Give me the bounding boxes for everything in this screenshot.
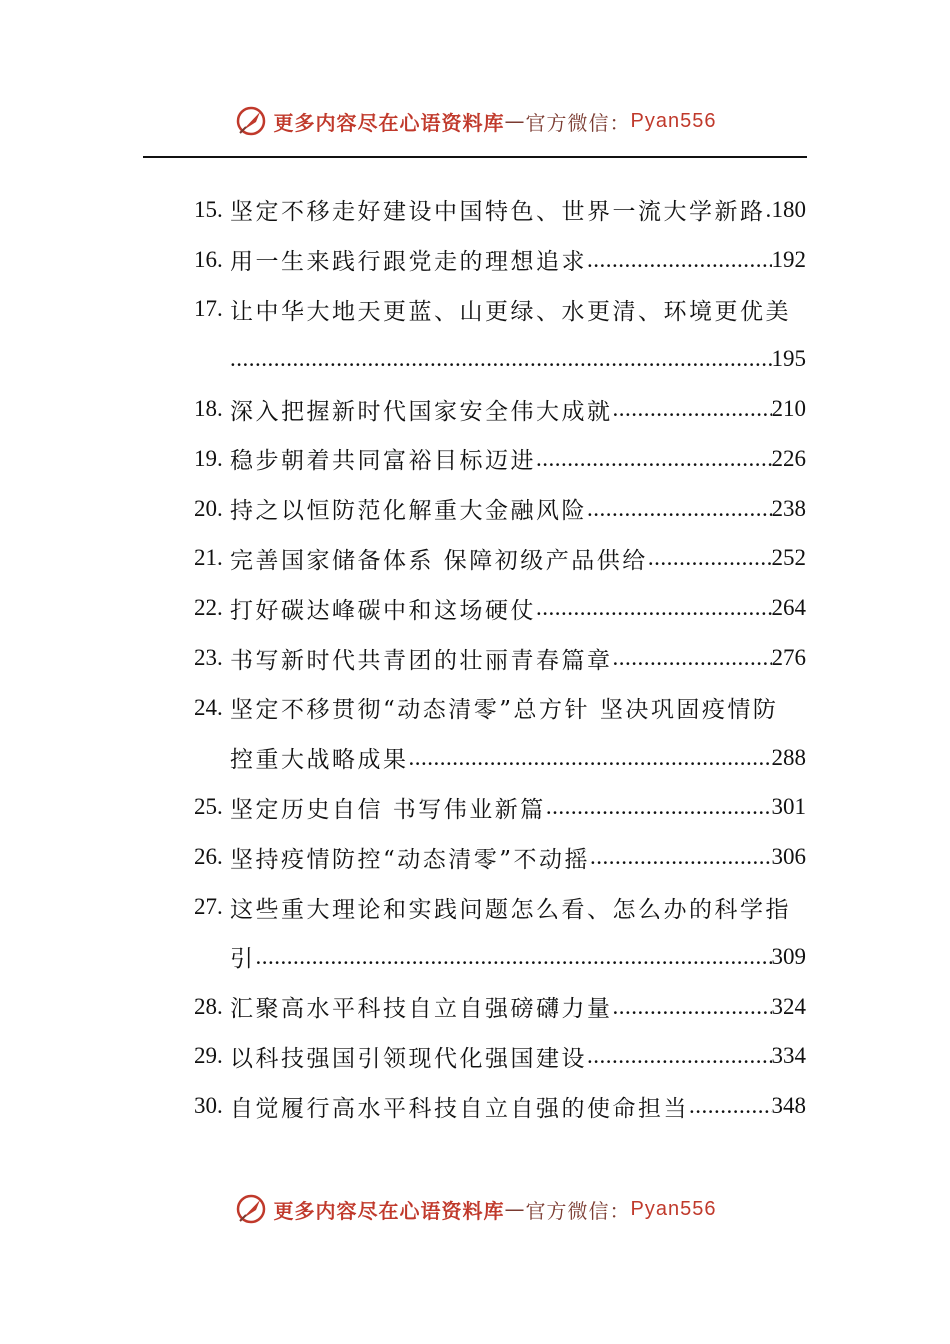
- toc-entry[interactable]: [194, 185, 806, 235]
- toc-entry-title: 这些重大理论和实践问题怎么看、怎么办的科学指: [230, 896, 791, 923]
- footer-banner-wechat-label: 官方微信：: [525, 1198, 631, 1223]
- toc-entry-title-continued: 控重大战略成果: [230, 747, 409, 774]
- toc-leader-dots: [613, 396, 772, 422]
- toc-entry-number: 24.: [194, 694, 223, 720]
- toc-entry-title: 用一生来践行跟党走的理想追求: [230, 249, 587, 276]
- toc-entry-title-continued: 引: [230, 946, 256, 973]
- toc-entry-number: 22.: [194, 595, 223, 621]
- toc-entry-page: 192: [771, 246, 806, 272]
- toc-leader-dots: [613, 994, 772, 1020]
- toc-entry-number: 20.: [194, 495, 223, 521]
- toc-entry-title: 让中华大地天更蓝、山更绿、水更清、环境更优美: [230, 298, 791, 325]
- toc-entry[interactable]: [194, 633, 806, 683]
- toc-entry[interactable]: [194, 882, 806, 982]
- quill-logo-icon: [234, 104, 268, 138]
- toc-entry-title: 坚定历史自信 书写伟业新篇: [230, 796, 546, 823]
- toc-entry[interactable]: [194, 982, 806, 1032]
- toc-entry-number: 19.: [194, 445, 223, 471]
- toc-entry[interactable]: [194, 484, 806, 534]
- toc-entry-page: 348: [771, 1093, 806, 1119]
- toc-entry-title: 坚定不移贯彻“动态清零”总方针 坚决巩固疫情防: [230, 697, 779, 724]
- table-of-contents: [194, 185, 806, 1131]
- toc-entry-page: 309: [771, 943, 806, 969]
- toc-entry-page: 252: [771, 545, 806, 571]
- footer-banner-name: 更多内容尽在心语资料库: [273, 1198, 505, 1223]
- footer-banner-dash: —: [504, 1197, 526, 1221]
- toc-entry-page: 226: [771, 445, 806, 471]
- toc-entry-number: 23.: [194, 645, 223, 671]
- toc-entry-number: 26.: [194, 844, 223, 870]
- toc-entry-title: 坚定不移走好建设中国特色、世界一流大学新路: [230, 199, 766, 226]
- toc-leader-dots: [546, 794, 772, 820]
- toc-leader-dots: [230, 346, 772, 372]
- toc-entry-number: 25.: [194, 794, 223, 820]
- toc-entry-number: 30.: [194, 1093, 223, 1119]
- toc-entry-page: 276: [771, 645, 806, 671]
- toc-entry[interactable]: [194, 534, 806, 584]
- toc-entry[interactable]: [194, 783, 806, 833]
- toc-leader-dots: [256, 944, 772, 970]
- toc-entry-page: 210: [771, 396, 806, 422]
- toc-entry-page: 288: [771, 744, 806, 770]
- toc-entry[interactable]: [194, 832, 806, 882]
- toc-entry[interactable]: [194, 1032, 806, 1082]
- toc-entry[interactable]: [194, 384, 806, 434]
- header-banner-wechat-label: 官方微信：: [525, 110, 631, 135]
- toc-entry-page: 180: [771, 196, 806, 222]
- toc-leader-dots: [587, 496, 772, 522]
- toc-entry-number: 29.: [194, 1043, 223, 1069]
- toc-entry-title: 汇聚高水平科技自立自强磅礴力量: [230, 996, 613, 1023]
- toc-leader-dots: [648, 545, 772, 571]
- toc-entry[interactable]: [194, 1081, 806, 1131]
- toc-entry-title: 坚持疫情防控“动态清零”不动摇: [230, 846, 591, 873]
- header-banner-name: 更多内容尽在心语资料库: [273, 110, 505, 135]
- toc-entry-page: 324: [771, 993, 806, 1019]
- header-banner: [0, 104, 950, 138]
- toc-entry-page: 195: [771, 346, 806, 372]
- toc-entry-title: 稳步朝着共同富裕目标迈进: [230, 448, 536, 475]
- header-banner-wechat-id: Pyan556: [630, 109, 717, 132]
- toc-entry-page: 238: [771, 495, 806, 521]
- toc-leader-dots: [409, 745, 772, 771]
- toc-entry-page: 301: [771, 794, 806, 820]
- toc-entry-number: 28.: [194, 993, 223, 1019]
- header-banner-dash: —: [504, 109, 526, 133]
- toc-entry-number: 17.: [194, 296, 223, 322]
- footer-banner-wechat-id: Pyan556: [630, 1197, 717, 1220]
- toc-entry-page: 264: [771, 595, 806, 621]
- toc-entry[interactable]: [194, 583, 806, 633]
- toc-entry[interactable]: [194, 683, 806, 783]
- toc-leader-dots: [536, 446, 772, 472]
- toc-entry-title: 以科技强国引领现代化强国建设: [230, 1045, 587, 1072]
- toc-entry[interactable]: [194, 285, 806, 385]
- toc-entry-title: 持之以恒防范化解重大金融风险: [230, 498, 587, 525]
- toc-entry-title: 完善国家储备体系 保障初级产品供给: [230, 547, 648, 574]
- toc-entry-page: 306: [771, 844, 806, 870]
- toc-entry-title: 打好碳达峰碳中和这场硬仗: [230, 597, 536, 624]
- toc-entry[interactable]: [194, 434, 806, 484]
- toc-entry-number: 27.: [194, 894, 223, 920]
- toc-leader-dots: [536, 595, 772, 621]
- toc-entry-title: 深入把握新时代国家安全伟大成就: [230, 398, 613, 425]
- toc-entry-number: 21.: [194, 545, 223, 571]
- toc-entry[interactable]: [194, 235, 806, 285]
- toc-leader-dots: [613, 645, 772, 671]
- toc-entry-number: 18.: [194, 396, 223, 422]
- quill-logo-icon: [234, 1192, 268, 1226]
- toc-entry-number: 15.: [194, 196, 223, 222]
- header-rule: [143, 156, 807, 158]
- toc-leader-dots: [587, 1043, 772, 1069]
- toc-leader-dots: [590, 844, 771, 870]
- toc-entry-title: 自觉履行高水平科技自立自强的使命担当: [230, 1095, 689, 1122]
- toc-leader-dots: [689, 1093, 772, 1119]
- toc-leader-dots: [587, 247, 772, 273]
- toc-entry-number: 16.: [194, 246, 223, 272]
- footer-banner: [0, 1192, 950, 1226]
- toc-entry-page: 334: [771, 1043, 806, 1069]
- toc-entry-title: 书写新时代共青团的壮丽青春篇章: [230, 647, 613, 674]
